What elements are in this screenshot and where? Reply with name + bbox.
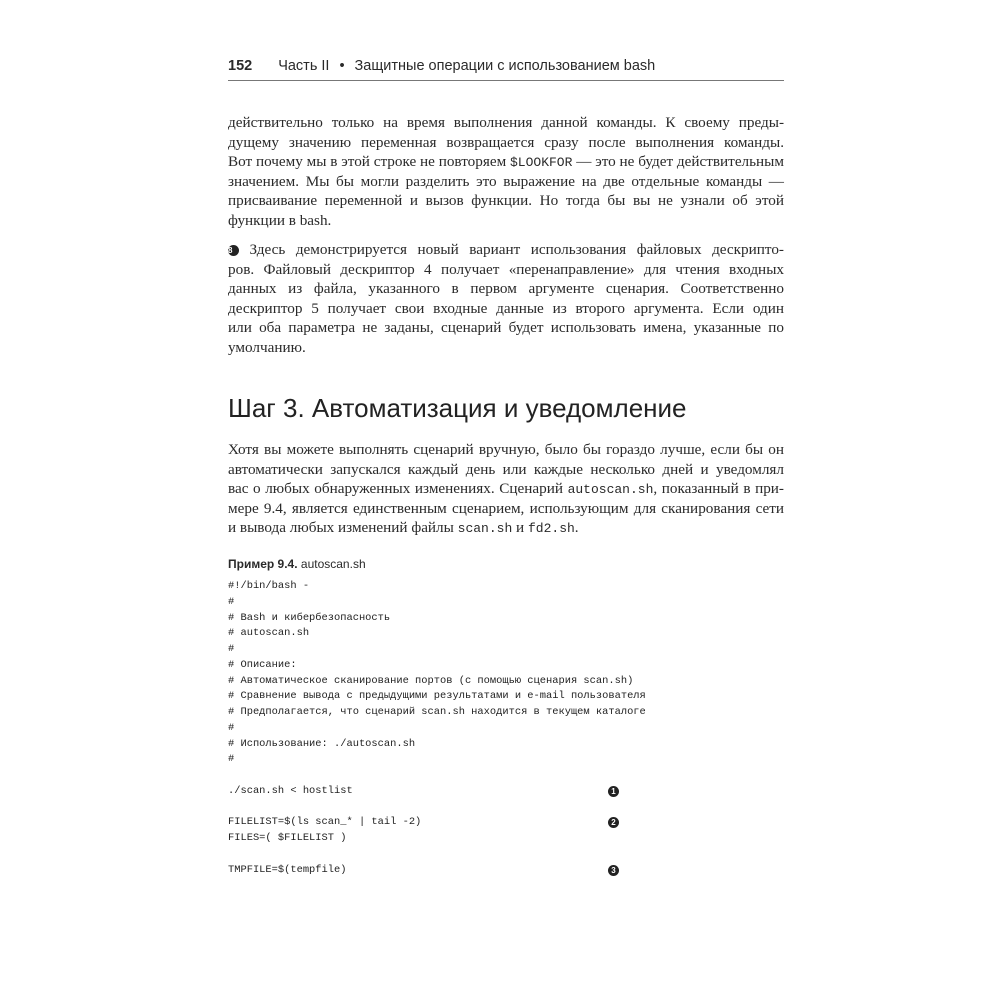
code-text: TMPFILE=$(tempfile) (228, 863, 347, 876)
callout-marker-icon: 3 (608, 865, 619, 876)
text-line (228, 211, 784, 231)
text-line (228, 240, 784, 260)
code-listing (228, 579, 784, 878)
code-line (228, 752, 784, 768)
text-run: . (574, 519, 579, 537)
text-run: значением. Мы бы могли разделить это выражение на две отдельные команды — (228, 172, 784, 190)
text-run: — это не будет действительным (572, 153, 785, 171)
code-line (228, 689, 784, 705)
code-line (228, 674, 784, 690)
code-text: # Описание: (228, 658, 297, 671)
text-line (228, 260, 784, 280)
text-run: Хотя вы можете выполнять сценарий вручную, было бы гораздо лучше, если бы он (228, 441, 784, 458)
code-text: # (228, 753, 235, 766)
text-line (228, 460, 784, 480)
text-line (228, 172, 784, 192)
page-number: 152 (228, 58, 253, 74)
code-text: FILELIST=$(ls scan_* | tail -2) (228, 816, 422, 829)
code-text: # Предполагается, что сценарий scan.sh находится в текущем каталоге (228, 706, 646, 718)
code-line (228, 705, 784, 721)
code-line (228, 737, 784, 753)
text-line (228, 318, 784, 338)
code-text: # (228, 595, 235, 608)
text-run: Вот почему мы в этой строке не повторяем (228, 153, 510, 171)
text-run: ров. Файловый дескриптор 4 получает «перенаправление» для чтения входных (228, 260, 784, 278)
text-line (228, 499, 784, 519)
code-line (228, 626, 784, 642)
header-separator: • (339, 58, 345, 74)
callout-marker-icon: 1 (608, 786, 619, 797)
text-line (228, 479, 784, 499)
text-line (228, 152, 784, 172)
code-text: # Bash и кибербезопасность (228, 611, 391, 624)
text-run: действительно только на время выполнения данной команды. К своему преды- (228, 114, 784, 131)
text-line (228, 440, 784, 460)
code-text: # (228, 643, 235, 655)
callout-marker-icon: 2 (608, 817, 619, 828)
text-line (228, 338, 784, 358)
code-line (228, 863, 784, 879)
text-run: , показанный в при- (653, 480, 784, 498)
text-run: умолчанию. (228, 338, 306, 356)
text-line (228, 279, 784, 299)
code-line (228, 847, 784, 863)
code-line (228, 721, 784, 737)
paragraph-2 (228, 240, 784, 358)
text-run: функции в bash. (228, 211, 332, 229)
code-line (228, 579, 784, 595)
text-run: и (512, 519, 528, 537)
code-line (228, 831, 784, 847)
example-label: Пример 9.4. (228, 557, 298, 571)
text-run: присваивание переменной и вызов функции. Но тогда бы вы не узнали об этой (228, 192, 784, 210)
code-text: #!/bin/bash - (228, 580, 310, 592)
callout-marker-icon: 8 (228, 245, 239, 256)
code-line (228, 784, 784, 800)
running-header (228, 58, 784, 80)
text-run: дущему значению переменная возвращается сразу после выполнения команды. (228, 133, 784, 151)
code-text: # Автоматическое сканирование портов (с помощью сценария scan.sh) (228, 674, 634, 687)
code-text: FILES=( $FILELIST ) (228, 832, 347, 844)
inline-code: $LOOKFOR (509, 155, 573, 171)
part-title: Защитные операции с использованием bash (354, 58, 656, 74)
inline-code: scan.sh (457, 521, 513, 537)
text-line (228, 518, 784, 538)
code-line (228, 800, 784, 816)
text-run: вас о любых обнаруженных изменениях. Сценарий (228, 480, 568, 498)
code-line (228, 595, 784, 611)
text-line (228, 113, 784, 133)
code-line (228, 658, 784, 674)
inline-code: autoscan.sh (567, 482, 654, 498)
paragraph-1 (228, 113, 784, 231)
code-text: # Использование: ./autoscan.sh (228, 737, 416, 750)
text-line (228, 133, 784, 153)
code-line (228, 642, 784, 658)
text-line (228, 191, 784, 211)
code-text: # autoscan.sh (228, 627, 310, 640)
text-run: Здесь демонстрируется новый вариант использования файловых дескрипто- (239, 241, 784, 258)
header-rule (228, 80, 784, 81)
part-label: Часть II (278, 58, 330, 74)
code-text: # Сравнение вывода с предыдущими результатами и e-mail пользователя (228, 690, 646, 703)
code-line (228, 768, 784, 784)
section-heading: Шаг 3. Автоматизация и уведомление (228, 393, 687, 423)
text-run: дескриптор 5 получает свои входные данные из второго аргумента. Если один (228, 299, 784, 317)
code-line (228, 815, 784, 831)
text-run: мере 9.4, является единственным сценарием, использующим для сканирования сети (228, 499, 784, 517)
text-run: и вывода любых изменений файлы (228, 519, 458, 537)
code-line (228, 611, 784, 627)
inline-code: fd2.sh (527, 521, 575, 537)
text-run: или оба параметра не заданы, сценарий будет использовать имена, указанные по (228, 319, 784, 337)
text-line (228, 299, 784, 319)
example-filename: autoscan.sh (300, 557, 366, 571)
text-run: автоматически запускался каждый день или каждые несколько дней и уведомлял (228, 460, 784, 478)
paragraph-3 (228, 440, 784, 538)
code-text: ./scan.sh < hostlist (228, 784, 353, 797)
text-run: данных из файла, указанного в первом аргументе сценария. Соответственно (228, 280, 784, 298)
code-text: # (228, 721, 235, 734)
example-caption (228, 557, 366, 571)
